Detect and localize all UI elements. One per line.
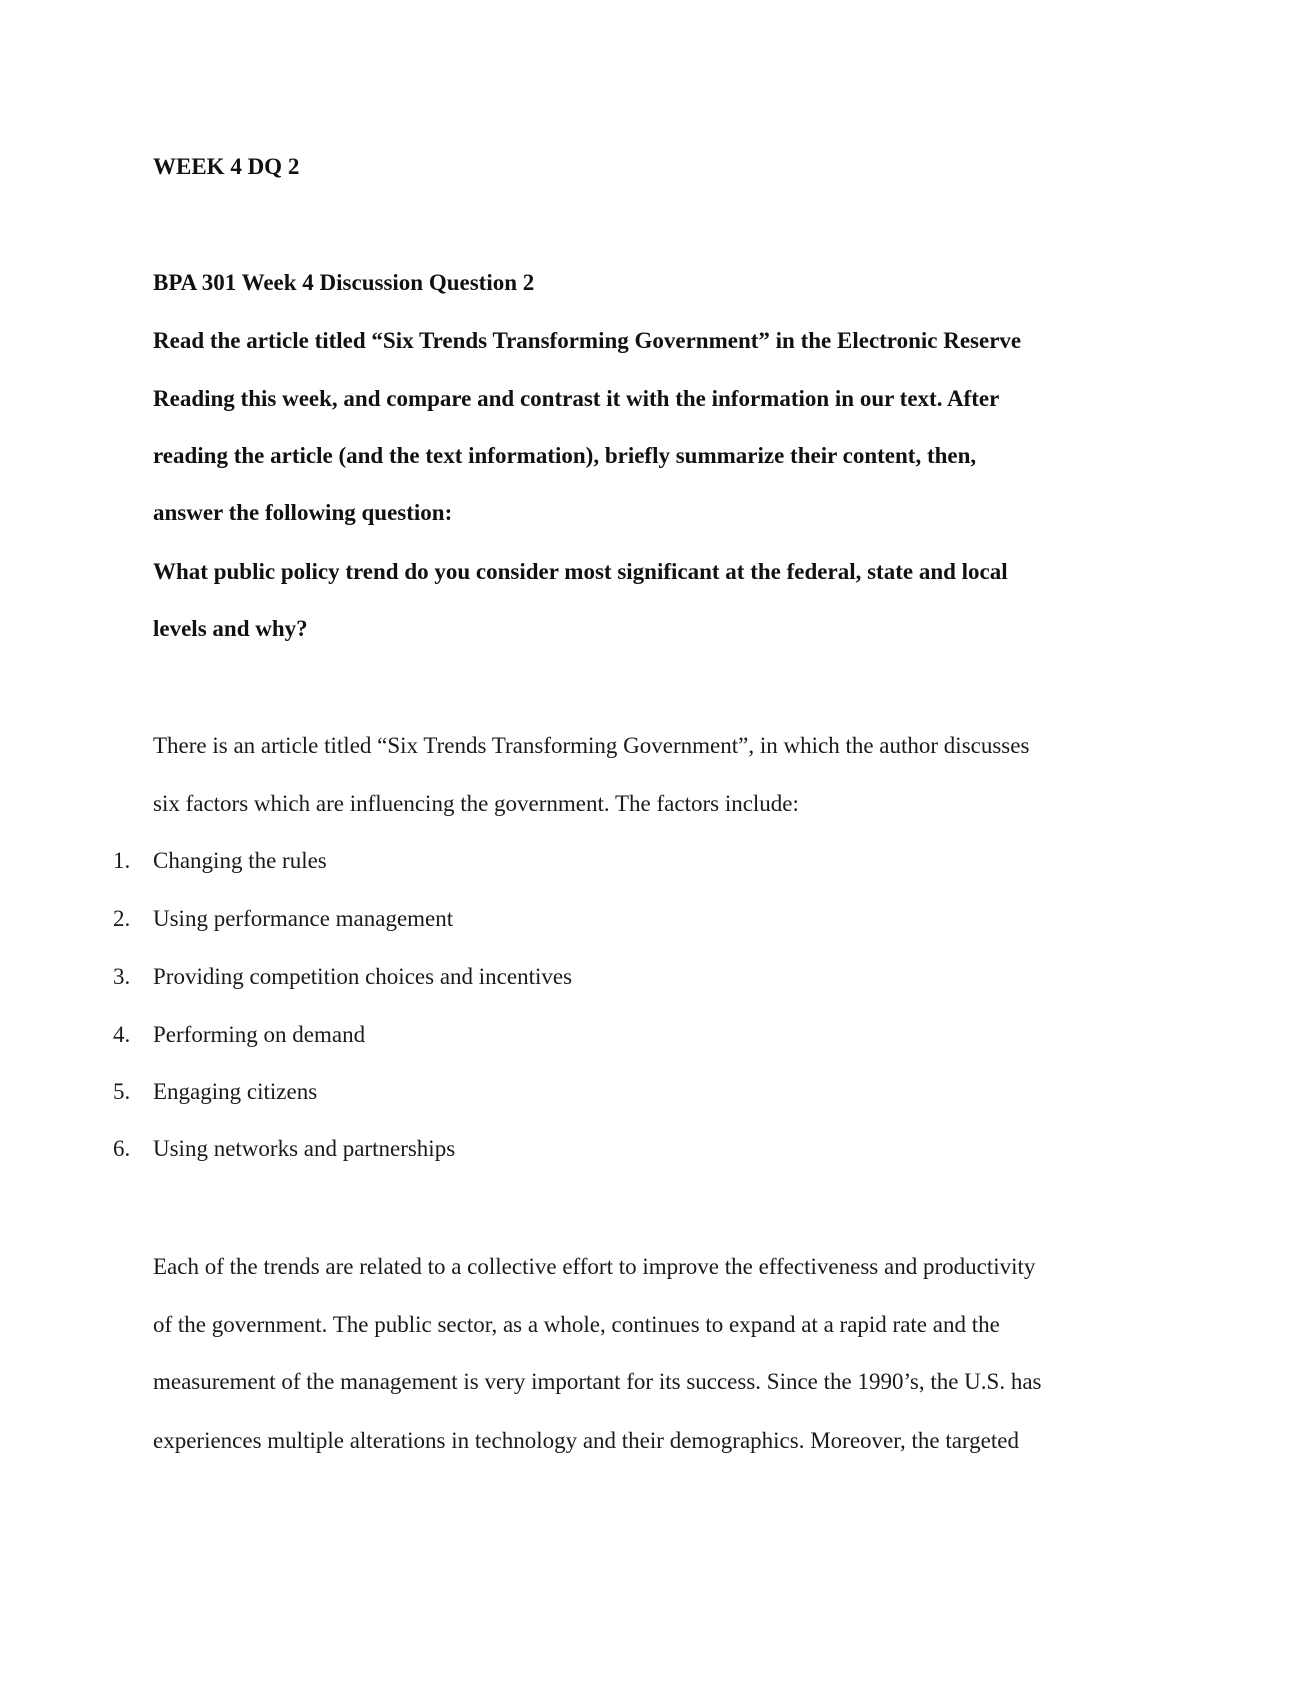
list-item-number: 6. (113, 1136, 131, 1161)
list-item-number: 5. (113, 1079, 131, 1104)
list-item: Using performance management (153, 906, 454, 931)
question-title: BPA 301 Week 4 Discussion Question 2 (153, 270, 535, 295)
question-line: Reading this week, and compare and contrast it with the information in our text. After (153, 386, 1000, 411)
list-item: Providing competition choices and incentives (153, 964, 573, 989)
body-line: measurement of the management is very important for its success. Since the 1990’s, the U.S. has (153, 1369, 1042, 1394)
intro-line: There is an article titled “Six Trends Transforming Government”, in which the author discusses (153, 733, 1030, 758)
list-item-number: 4. (113, 1022, 131, 1047)
list-item-number: 1. (113, 848, 131, 873)
list-item: Engaging citizens (153, 1079, 318, 1104)
intro-line: six factors which are influencing the government. The factors include: (153, 791, 799, 816)
list-item: Using networks and partnerships (153, 1136, 456, 1161)
question-line: levels and why? (153, 616, 308, 641)
list-item-number: 2. (113, 906, 131, 931)
page-heading: WEEK 4 DQ 2 (153, 154, 300, 179)
question-line: reading the article (and the text information), briefly summarize their content, then, (153, 443, 977, 468)
list-item-number: 3. (113, 964, 131, 989)
question-line: answer the following question: (153, 500, 453, 525)
body-line: Each of the trends are related to a collective effort to improve the effectiveness and productivity (153, 1254, 1036, 1279)
list-item: Performing on demand (153, 1022, 366, 1047)
question-line: What public policy trend do you consider most significant at the federal, state and local (153, 559, 1008, 584)
list-item: Changing the rules (153, 848, 327, 873)
question-line: Read the article titled “Six Trends Transforming Government” in the Electronic Reserve (153, 328, 1022, 353)
body-line: of the government. The public sector, as a whole, continues to expand at a rapid rate and the (153, 1312, 1000, 1337)
body-line: experiences multiple alterations in technology and their demographics. Moreover, the targeted (153, 1428, 1019, 1453)
